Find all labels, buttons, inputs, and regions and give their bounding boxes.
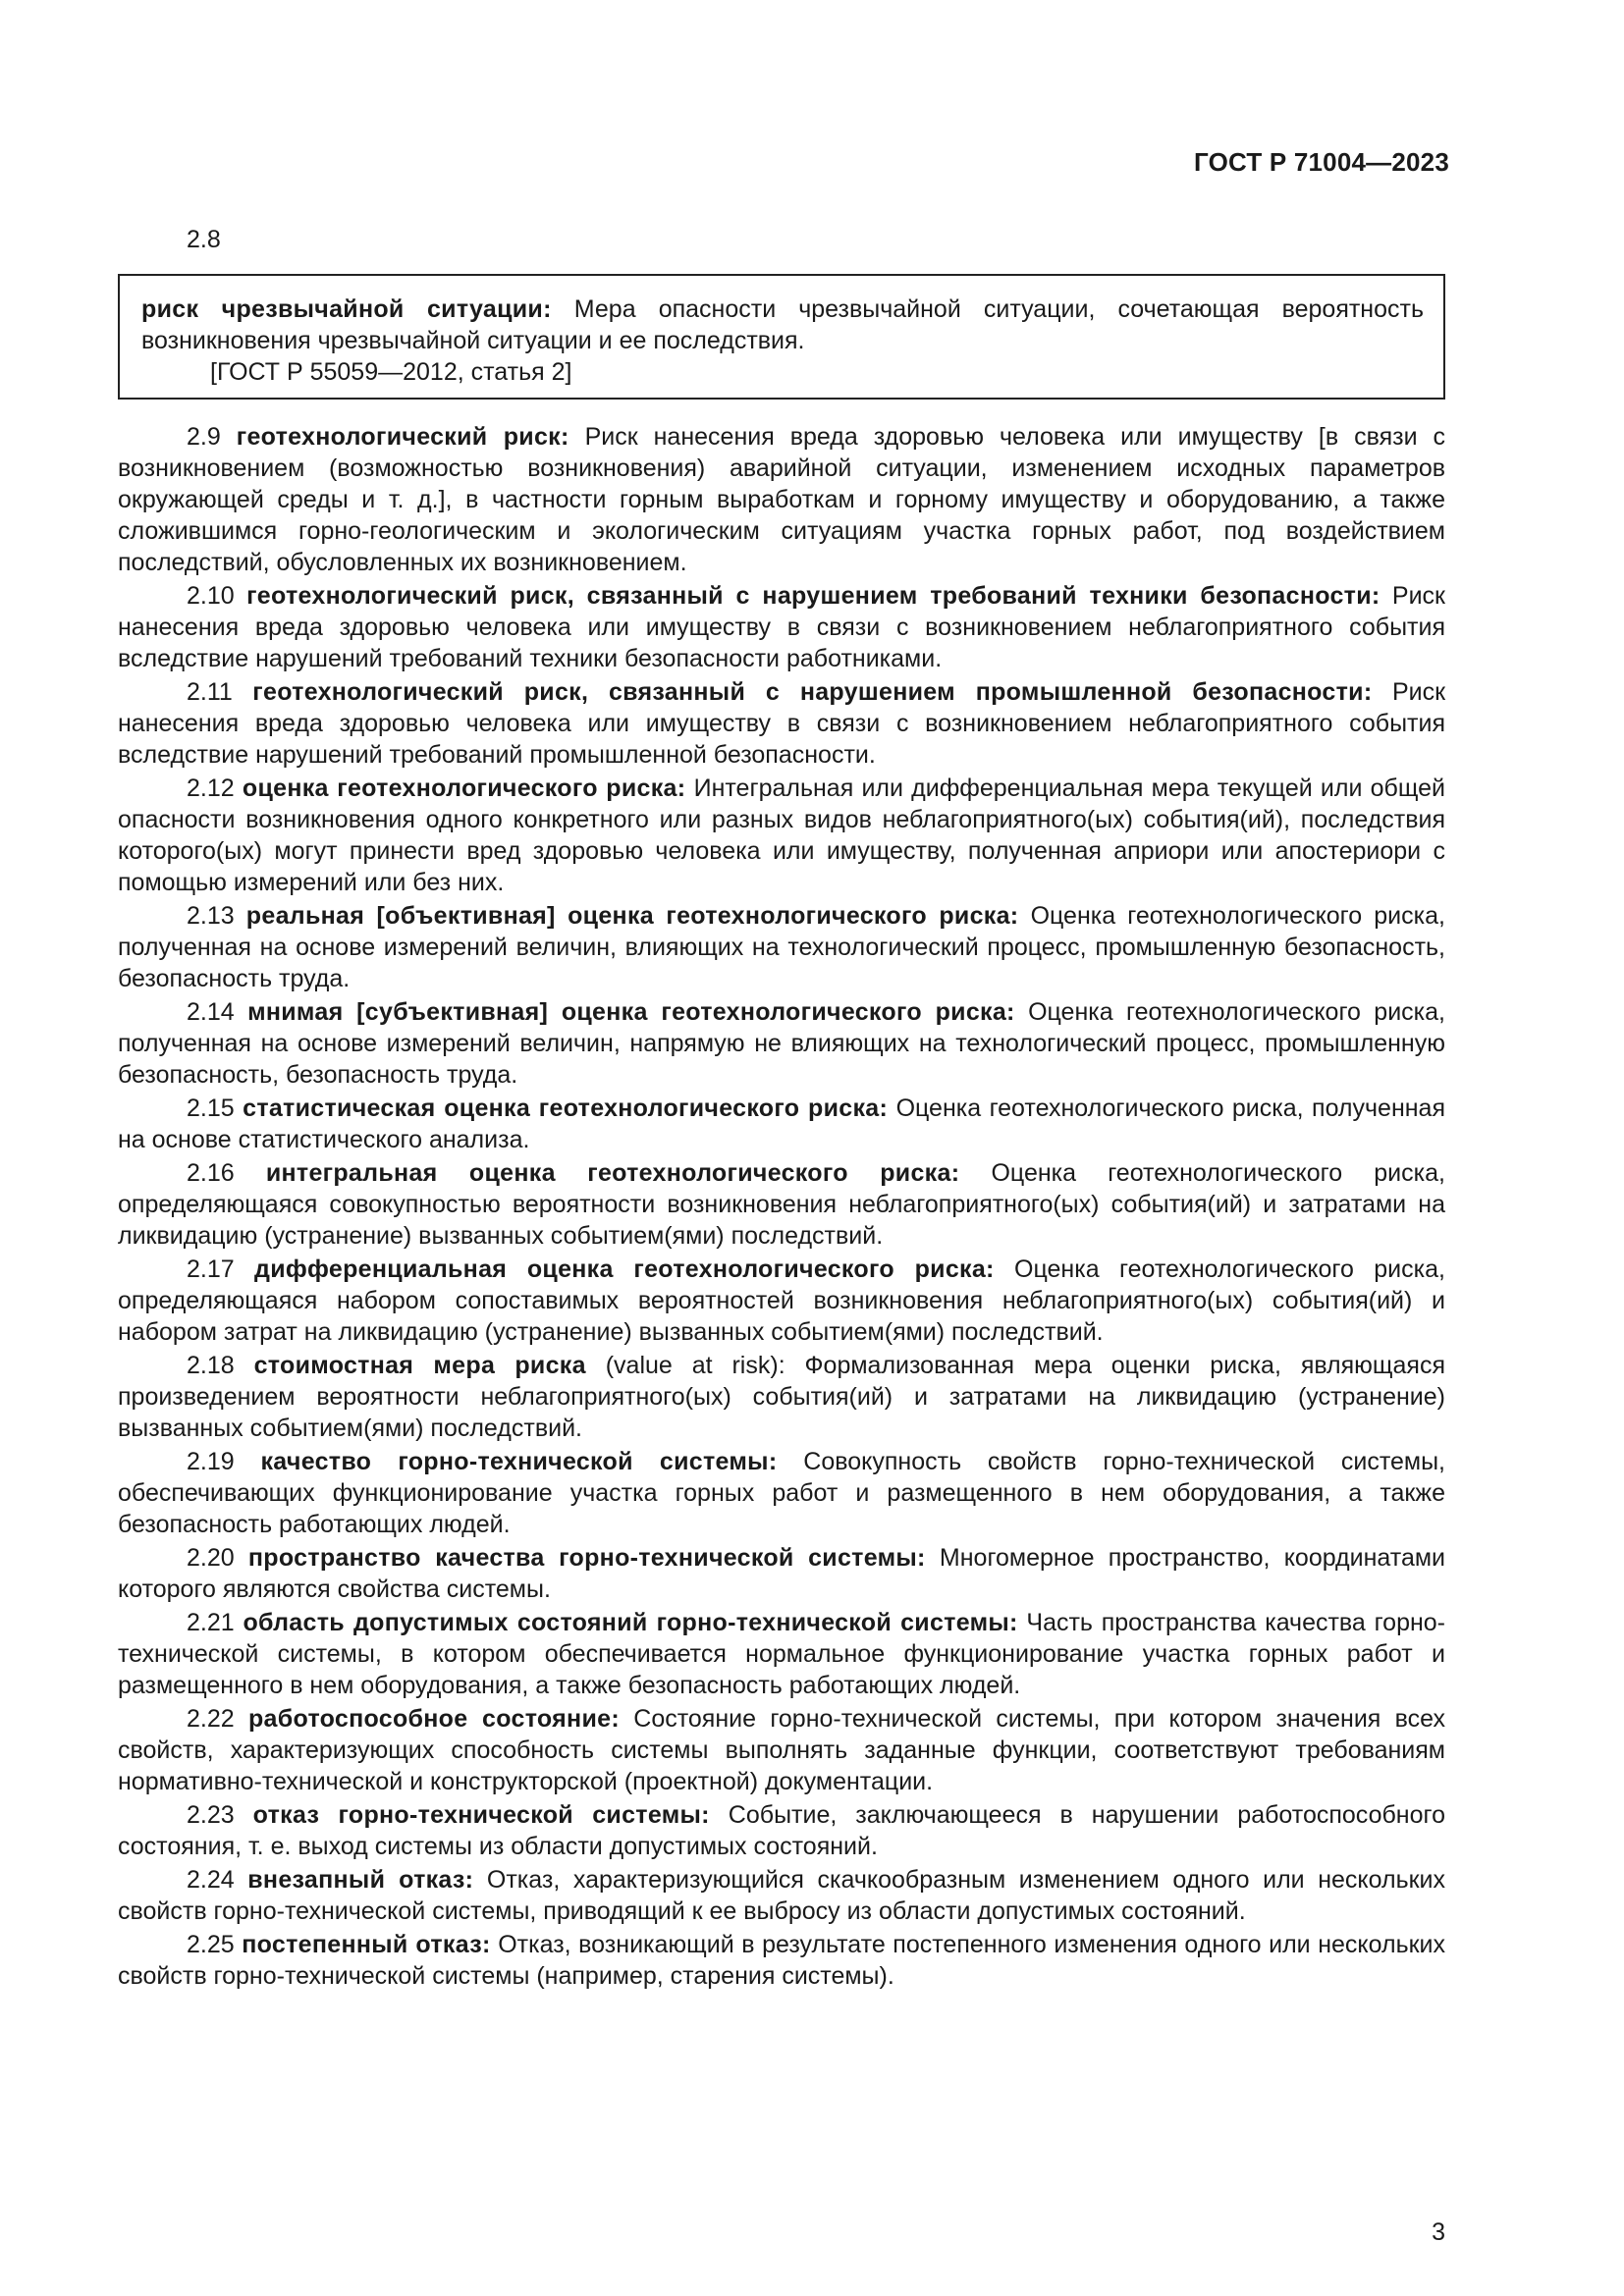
term: пространство качества горно-технической системы: (247, 1544, 926, 1572)
term-entry (118, 1607, 1445, 1701)
term: качество горно-технической системы: (260, 1448, 778, 1475)
page-number: 3 (1432, 2218, 1445, 2246)
term-entry (118, 1864, 1445, 1927)
entry-number: 2.16 (187, 1159, 235, 1187)
term: интегральная оценка геотехнологического риска: (265, 1159, 960, 1187)
entry-number: 2.13 (187, 902, 235, 930)
entry-number: 2.15 (187, 1095, 235, 1122)
definition: Риск нанесения вреда здоровью человека или имуществу в связи с возникновением неблагоприятного события вследствие нарушений требований техники безопасности работниками. (118, 582, 1445, 672)
term: область допустимых состояний горно-технической системы: (243, 1609, 1018, 1636)
term-entry (118, 1350, 1445, 1444)
term: геотехнологический риск, связанный с нарушением требований техники безопасности: (246, 582, 1380, 610)
term: реальная [объективная] оценка геотехнологического риска: (245, 902, 1019, 930)
entry-number: 2.11 (187, 678, 233, 706)
term-entry (118, 773, 1445, 898)
entry-number: 2.14 (187, 998, 235, 1026)
term: отказ горно-технической системы: (252, 1801, 710, 1829)
definition: Совокупность свойств горно-технической системы, обеспечивающих функционирование участка горных работ и размещенного в нем оборудования, а также безопасность работающих людей. (118, 1448, 1446, 1538)
term: статистическая оценка геотехнологического риска: (243, 1095, 889, 1122)
entry-number: 2.24 (187, 1866, 235, 1894)
entry-number: 2.21 (187, 1609, 235, 1636)
document-body (118, 224, 1445, 1994)
entry-number: 2.18 (187, 1352, 235, 1379)
term-entry (118, 996, 1445, 1091)
entry-number: 2.19 (187, 1448, 235, 1475)
quoted-definition-box (118, 274, 1445, 400)
term-entry (118, 676, 1445, 771)
section-number: 2.8 (187, 226, 221, 253)
term-entry (118, 1929, 1445, 1992)
entry-number: 2.25 (187, 1931, 235, 1958)
term: риск чрезвычайной ситуации: (141, 295, 552, 323)
term: стоимостная мера риска (253, 1352, 586, 1379)
term: дифференциальная оценка геотехнологического риска: (254, 1255, 995, 1283)
term-entry (118, 1542, 1445, 1605)
entry-number: 2.23 (187, 1801, 235, 1829)
term: мнимая [субъективная] оценка геотехнологического риска: (247, 998, 1015, 1026)
term-entry (118, 1157, 1445, 1252)
term: геотехнологический риск, связанный с нарушением промышленной безопасности: (252, 678, 1373, 706)
entry-number: 2.10 (187, 582, 235, 610)
entry-number: 2.22 (187, 1705, 235, 1733)
definition: (value at risk): Формализованная мера оценки риска, являющаяся произведением вероятности неблагоприятного(ых) события(ий) и затратами на ликвидацию (устранение) вызванных событием(ями) последствий. (118, 1352, 1445, 1442)
definition: Интегральная или дифференциальная мера текущей или общей опасности возникновения одного конкретного или разных видов неблагоприятного(ых) события(ий), последствия которого(ых) могут принести вред здоровью человека или имуществу, полученная априори или апостериори с помощью измерений или без них. (118, 774, 1445, 896)
definition: Часть пространства качества горно-технической системы, в котором обеспечивается нормальное функционирование участка горных работ и размещенного в нем оборудования, а также безопасность работающих людей. (118, 1609, 1446, 1699)
entry-number: 2.9 (187, 423, 221, 451)
entry-number: 2.12 (187, 774, 235, 802)
definition: Оценка геотехнологического риска, полученная на основе измерений величин, влияющих на технологический процесс, промышленную безопасность, безопасность труда. (118, 902, 1445, 992)
entry-number: 2.17 (187, 1255, 235, 1283)
definition: Состояние горно-технической системы, при котором значения всех свойств, характеризующих способность системы выполнять заданные функции, соответствуют требованиям нормативно-технической и конструкторской (проектной) документации. (118, 1705, 1445, 1795)
term-entry (118, 900, 1445, 994)
definition: Оценка геотехнологического риска, определяющаяся набором сопоставимых вероятностей возникновения неблагоприятного(ых) события(ий) и набором затрат на ликвидацию (устранение) вызванных событием(ями) последствий. (118, 1255, 1445, 1346)
entry-number: 2.20 (187, 1544, 235, 1572)
document-standard-header: ГОСТ Р 71004—2023 (1194, 147, 1449, 177)
definition: Риск нанесения вреда здоровью человека или имуществу [в связи с возникновением (возможностью возникновения) аварийной ситуации, изменением исходных параметров окружающей среды и т. д.], в частности горным выработкам и горному имуществу и оборудованию, а также сложившимся горно-геологическим и экологическим ситуациям участка горных работ, под воздействием последствий, обусловленных их возникновением. (118, 423, 1446, 576)
term-entry (118, 1093, 1445, 1155)
term-entry (118, 1703, 1445, 1797)
definition: Многомерное пространство, координатами которого являются свойства системы. (118, 1544, 1445, 1603)
term: оценка геотехнологического риска: (242, 774, 686, 802)
definition: Событие, заключающееся в нарушении работоспособного состояния, т. е. выход системы из области допустимых состояний. (118, 1801, 1445, 1860)
term: геотехнологический риск: (236, 423, 569, 451)
definition: Оценка геотехнологического риска, определяющаяся совокупностью вероятности возникновения неблагоприятного(ых) события(ий) и затратами на ликвидацию (устранение) вызванных событием(ями) последствий. (118, 1159, 1445, 1250)
term-entry (118, 421, 1445, 578)
definition: Оценка геотехнологического риска, полученная на основе измерений величин, напрямую не влияющих на технологический процесс, промышленную безопасность, безопасность труда. (118, 998, 1446, 1089)
definition: Мера опасности чрезвычайной ситуации, сочетающая вероятность возникновения чрезвычайной ситуации и ее последствия. (141, 295, 1424, 354)
term: постепенный отказ: (242, 1931, 491, 1958)
definition: Отказ, возникающий в результате постепенного изменения одного или нескольких свойств горно-технической системы (например, старения системы). (118, 1931, 1446, 1990)
term: работоспособное состояние: (247, 1705, 620, 1733)
term: внезапный отказ: (247, 1866, 474, 1894)
definition: Отказ, характеризующийся скачкообразным изменением одного или нескольких свойств горно-технической системы, приводящий к ее выбросу из области допустимых состояний. (118, 1866, 1445, 1925)
definition-source: [ГОСТ Р 55059—2012, статья 2] (210, 358, 572, 386)
definition: Риск нанесения вреда здоровью человека или имуществу в связи с возникновением неблагоприятного события вследствие нарушений требований промышленной безопасности. (118, 678, 1446, 769)
term-list (118, 421, 1445, 1992)
term-entry (118, 1254, 1445, 1348)
term-entry (118, 1446, 1445, 1540)
definition: Оценка геотехнологического риска, полученная на основе статистического анализа. (118, 1095, 1445, 1153)
term-entry (118, 1799, 1445, 1862)
term-entry (118, 580, 1445, 674)
